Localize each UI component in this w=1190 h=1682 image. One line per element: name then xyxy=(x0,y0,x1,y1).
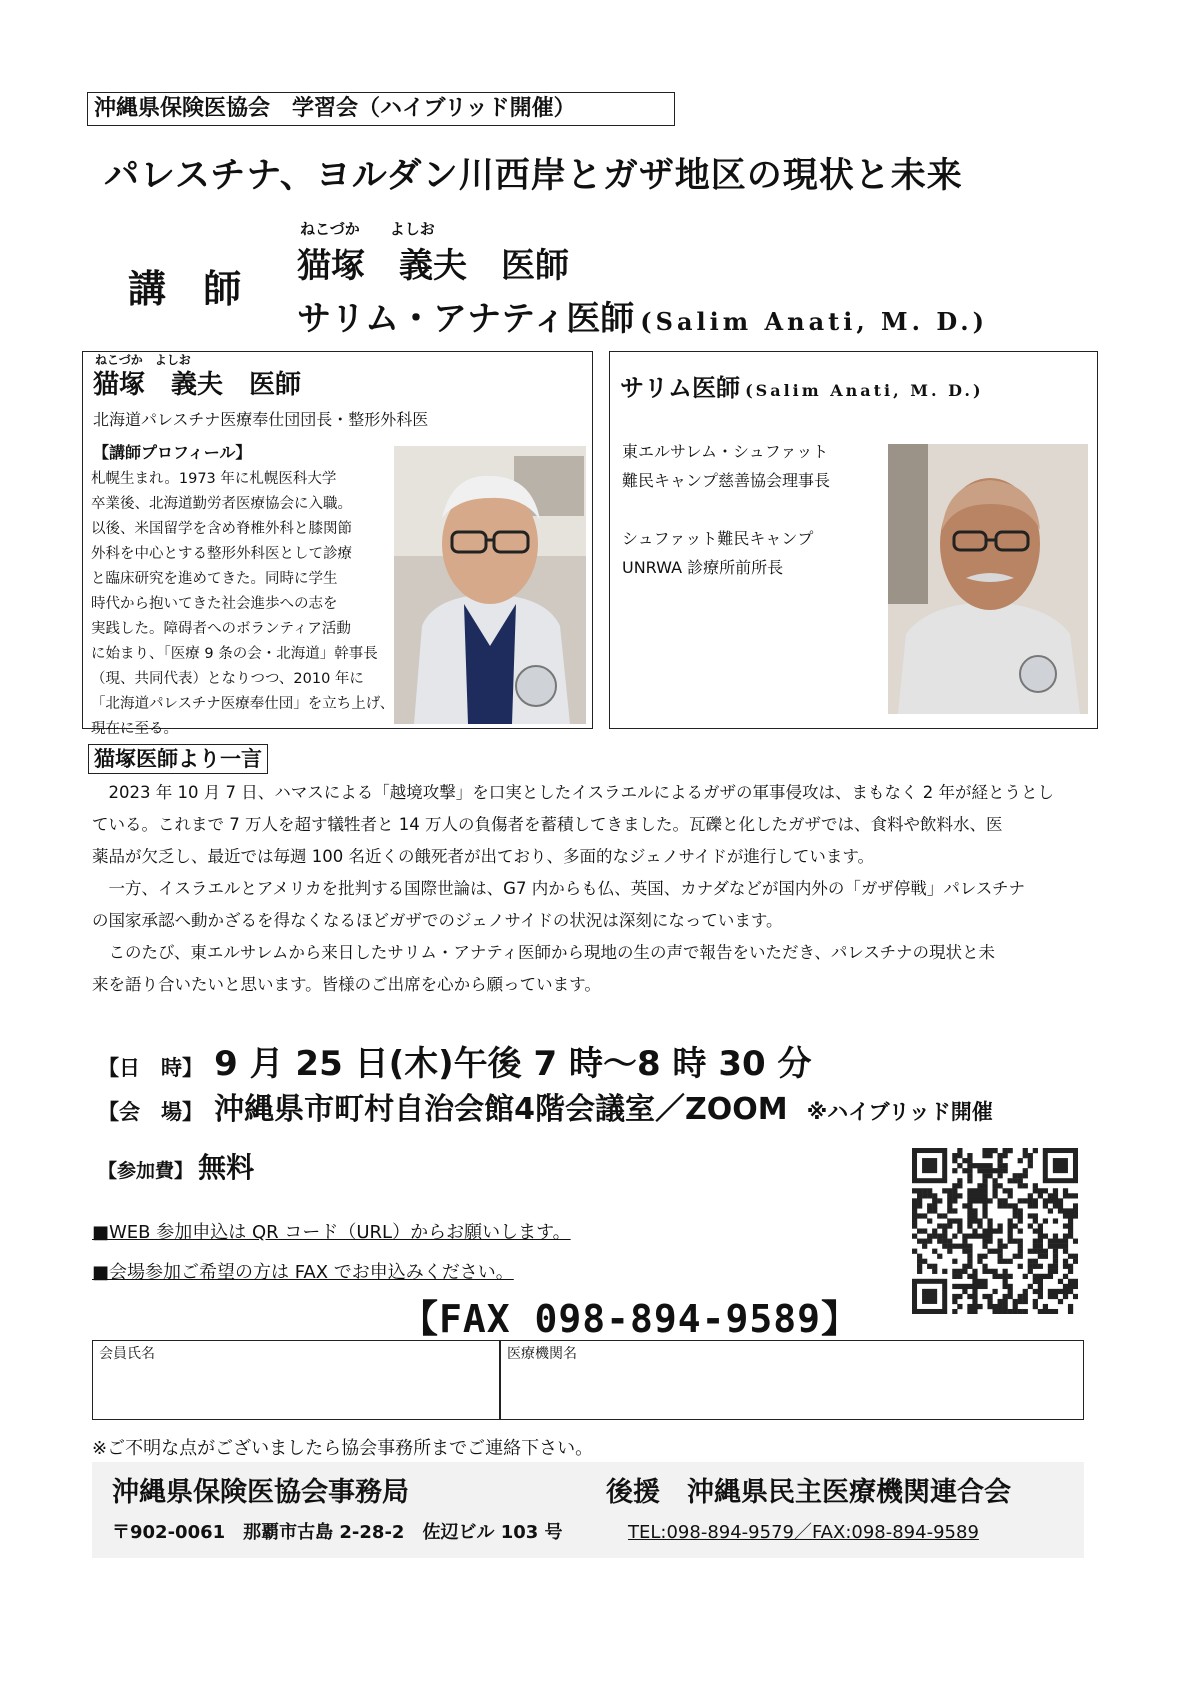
page-title: パレスチナ、ヨルダン川西岸とガザ地区の現状と未来 xyxy=(104,156,963,196)
profile-1-name: 猫塚 義夫 医師 xyxy=(93,370,302,400)
fax-apply-note: ■会場参加ご希望の方は FAX でお申込みください。 xyxy=(92,1262,514,1283)
message-line: ている。これまで 7 万人を超す犠牲者と 14 万人の負傷者を蓄積してきました。瓦礫と化したガザでは、食料や飲料水、医 xyxy=(92,815,1003,834)
supporter: 後援 沖縄県民主医療機関連合会 xyxy=(606,1477,1011,1508)
profile-1-line: 札幌生まれ。1973 年に札幌医科大学 xyxy=(91,471,337,487)
profile-1-text xyxy=(91,467,394,742)
date-label: 【日 時】 xyxy=(98,1056,203,1080)
profile-1-line: （現、共同代表）となりつつ、2010 年に xyxy=(91,671,364,687)
profile-1-line: 以後、米国留学を含め脊椎外科と膝関節 xyxy=(91,521,352,537)
lecturer-2-name-en: (Salim Anati, M. D.) xyxy=(640,307,988,336)
member-name-label: 会員氏名 xyxy=(99,1346,155,1362)
event-date xyxy=(98,1036,811,1085)
qr-code[interactable] xyxy=(912,1148,1078,1314)
lecturer-1-name: 猫塚 義夫 医師 xyxy=(297,246,569,286)
profile-2-line: 東エルサレム・シュファット xyxy=(622,442,829,461)
fee-value: 無料 xyxy=(198,1151,255,1184)
photo-nekozuka xyxy=(394,446,586,724)
contact-info: TEL:098-894-9579／FAX:098-894-9589 xyxy=(628,1522,979,1543)
profile-1-role: 北海道パレスチナ医療奉仕団団長・整形外科医 xyxy=(93,410,429,429)
venue-value: 沖縄県市町村自治会館4階会議室／ZOOM xyxy=(214,1092,788,1127)
inquiry-note: ※ご不明な点がございましたら協会事務所までご連絡下さい。 xyxy=(92,1438,594,1459)
profile-1-line: 実践した。障碍者へのボランティア活動 xyxy=(91,621,351,637)
message-line: の国家承認へ動かざるを得なくなるほどガザでのジェノサイドの状況は深刻になっています。 xyxy=(92,911,783,930)
form-divider xyxy=(499,1341,501,1419)
lecturer-ruby: ねこづか よしお xyxy=(300,220,435,238)
profile-2-line: シュファット難民キャンプ xyxy=(622,529,814,548)
message-line: 薬品が欠乏し、最近では毎週 100 名近くの餓死者が出ており、多面的なジェノサイドが進行しています。 xyxy=(92,847,875,866)
profile-2-line: 難民キャンプ慈善協会理事長 xyxy=(622,471,831,490)
venue-label: 【会 場】 xyxy=(98,1100,203,1124)
photo-anati xyxy=(888,444,1088,714)
org-address: 〒902-0061 那覇市古島 2-28-2 佐辺ビル 103 号 xyxy=(112,1522,563,1543)
message-line: 来を語り合いたいと思います。皆様のご出席を心から願っています。 xyxy=(92,975,601,994)
profile-1-line: 「北海道パレスチナ医療奉仕団」を立ち上げ、 xyxy=(91,696,395,712)
profile-2-line: UNRWA 診療所前所長 xyxy=(622,558,784,577)
profile-2-text xyxy=(622,437,830,582)
profile-1-ruby: ねこづか よしお xyxy=(95,353,191,367)
date-value: 9 月 25 日(木)午後 7 時～8 時 30 分 xyxy=(214,1044,812,1084)
profile-1-line: 外科を中心とする整形外科医として診療 xyxy=(91,546,352,562)
web-apply-note: ■WEB 参加申込は QR コード（URL）からお願いします。 xyxy=(92,1222,571,1243)
fax-number: 【FAX 098-894-9589】 xyxy=(400,1297,861,1341)
profile-card-nekozuka xyxy=(82,351,593,737)
message-line: 一方、イスラエルとアメリカを批判する国際世論は、G7 内からも仏、英国、カナダなどが国内外の「ガザ停戦」パレスチナ xyxy=(92,879,1026,898)
message-line: 2023 年 10 月 7 日、ハマスによる「越境攻撃」を口実としたイスラエルによるガザの軍事侵攻は、まもなく 2 年が経とうとし xyxy=(92,783,1055,802)
profile-2-line xyxy=(622,495,830,524)
event-type-tag: 沖縄県保険医協会 学習会（ハイブリッド開催） xyxy=(87,92,675,126)
registration-form xyxy=(92,1340,1084,1420)
message-line: このたび、東エルサレムから来日したサリム・アナティ医師から現地の生の声で報告をいただき、パレスチナの現状と未 xyxy=(92,943,996,962)
venue-note: ※ハイブリッド開催 xyxy=(806,1100,993,1124)
profile-2-name-en: (Salim Anati, M. D.) xyxy=(745,381,984,400)
profile-1-line: 現在に至る。 xyxy=(91,721,178,737)
lecturer-2-name-jp: サリム・アナティ医師 xyxy=(297,299,635,339)
message-heading: 猫塚医師より一言 xyxy=(88,744,268,774)
lecturer-2-name xyxy=(297,291,988,340)
org-name: 沖縄県保険医協会事務局 xyxy=(112,1477,409,1508)
institution-label: 医療機関名 xyxy=(507,1346,577,1362)
lecturer-label: 講 師 xyxy=(128,266,254,311)
profile-1-line: 時代から抱いてきた社会進歩への志を xyxy=(91,596,338,612)
profile-card-anati xyxy=(609,351,1098,729)
event-fee xyxy=(98,1146,254,1186)
event-venue xyxy=(98,1084,993,1128)
profile-2-title xyxy=(620,368,984,403)
profile-2-name: サリム医師 xyxy=(620,373,740,402)
message-body xyxy=(92,777,1092,1001)
profile-1-line: 卒業後、北海道勤労者医療協会に入職。 xyxy=(91,496,352,512)
fee-label: 【参加費】 xyxy=(98,1160,194,1182)
profile-1-heading: 【講師プロフィール】 xyxy=(93,443,252,462)
profile-1-line: と臨床研究を進めてきた。同時に学生 xyxy=(91,571,338,587)
profile-1-line: に始まり、「医療 9 条の会・北海道」幹事長 xyxy=(91,646,378,662)
